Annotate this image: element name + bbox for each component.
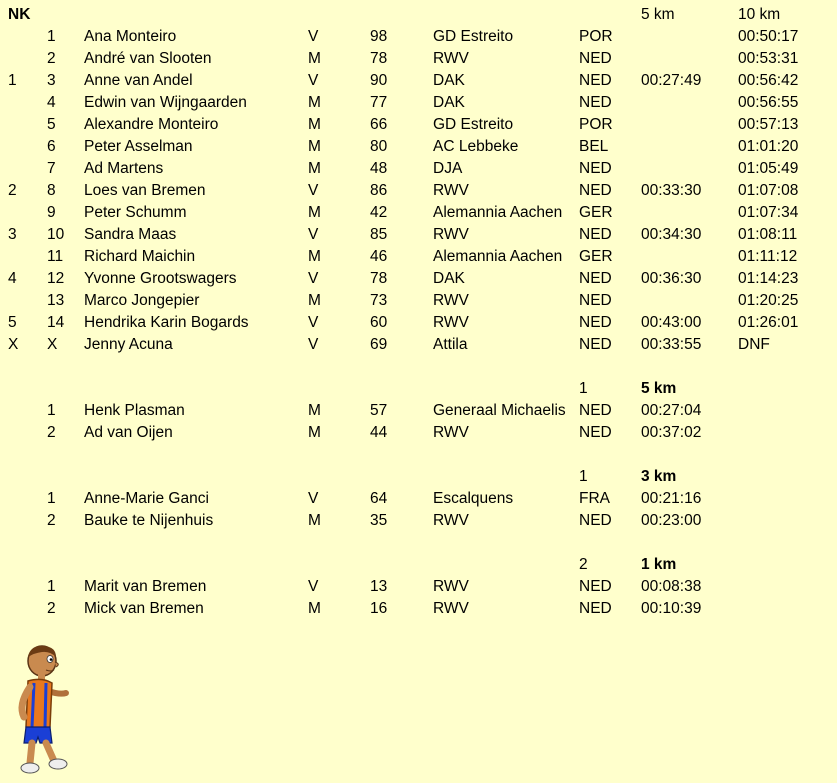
table-row — [0, 334, 837, 356]
position: 1 — [47, 28, 56, 45]
country: NED — [579, 336, 612, 353]
club: RWV — [433, 600, 469, 617]
gender: V — [308, 72, 319, 89]
nk-column-header: NK — [8, 6, 31, 23]
table-row — [0, 400, 837, 422]
split-time: 00:27:49 — [641, 72, 702, 89]
position: 10 — [47, 226, 65, 243]
club: Alemannia Aachen — [433, 204, 563, 221]
finish-time: 01:07:34 — [738, 204, 799, 221]
country: GER — [579, 248, 613, 265]
finish-time: 00:53:31 — [738, 50, 799, 67]
finish-time: 00:10:39 — [641, 600, 702, 617]
age: 90 — [370, 72, 388, 89]
age: 86 — [370, 182, 388, 199]
position: 4 — [47, 94, 56, 111]
age: 80 — [370, 138, 388, 155]
finish-time: 00:27:04 — [641, 402, 702, 419]
age: 64 — [370, 490, 388, 507]
country: NED — [579, 50, 612, 67]
finish-time: 01:05:49 — [738, 160, 799, 177]
age: 60 — [370, 314, 388, 331]
finish-time: 01:01:20 — [738, 138, 799, 155]
position: 5 — [47, 116, 56, 133]
table-row — [0, 246, 837, 268]
gender: M — [308, 138, 321, 155]
position: 1 — [47, 402, 56, 419]
table-row — [0, 576, 837, 598]
country: POR — [579, 28, 613, 45]
finish-time: 00:08:38 — [641, 578, 702, 595]
table-row — [0, 598, 837, 620]
position: 8 — [47, 182, 56, 199]
age: 78 — [370, 50, 388, 67]
club: RWV — [433, 226, 469, 243]
country: NED — [579, 226, 612, 243]
position: 3 — [47, 72, 56, 89]
table-row — [0, 290, 837, 312]
age: 77 — [370, 94, 388, 111]
table-row — [0, 268, 837, 290]
gender: M — [308, 50, 321, 67]
age: 85 — [370, 226, 388, 243]
age: 44 — [370, 424, 388, 441]
age: 42 — [370, 204, 388, 221]
gender: V — [308, 578, 319, 595]
position: 9 — [47, 204, 56, 221]
finish-time: 01:11:12 — [738, 248, 798, 265]
runner-name: André van Slooten — [84, 50, 212, 67]
position: 2 — [47, 50, 56, 67]
age: 73 — [370, 292, 388, 309]
country: NED — [579, 270, 612, 287]
gender: V — [308, 226, 319, 243]
split-time: 00:34:30 — [641, 226, 702, 243]
club: RWV — [433, 292, 469, 309]
finish-time: 01:26:01 — [738, 314, 799, 331]
finish-time: 01:14:23 — [738, 270, 799, 287]
split-time: 00:43:00 — [641, 314, 702, 331]
table-row — [0, 26, 837, 48]
runner-name: Loes van Bremen — [84, 182, 206, 199]
gender: M — [308, 94, 321, 111]
gender: V — [308, 490, 319, 507]
club: RWV — [433, 314, 469, 331]
split-5km-column-header: 5 km — [641, 6, 675, 23]
section-count: 2 — [579, 556, 588, 573]
runner-name: Sandra Maas — [84, 226, 177, 243]
runner-name: Peter Schumm — [84, 204, 187, 221]
runner-name: Henk Plasman — [84, 402, 185, 419]
position: 1 — [47, 490, 56, 507]
position: 2 — [47, 424, 56, 441]
country: NED — [579, 512, 612, 529]
club: Attila — [433, 336, 468, 353]
country: NED — [579, 292, 612, 309]
table-row — [0, 158, 837, 180]
position: 11 — [47, 248, 64, 265]
runner-name: Ad Martens — [84, 160, 164, 177]
position: X — [47, 336, 58, 353]
gender: M — [308, 204, 321, 221]
country: NED — [579, 94, 612, 111]
runner-name: Marco Jongepier — [84, 292, 200, 309]
finish-time: 00:57:13 — [738, 116, 799, 133]
gender: V — [308, 336, 319, 353]
club: GD Estreito — [433, 116, 514, 133]
section-header-1km — [0, 554, 837, 576]
section-header-5km — [0, 378, 837, 400]
club: RWV — [433, 424, 469, 441]
runner-name: Richard Maichin — [84, 248, 196, 265]
country: NED — [579, 424, 612, 441]
age: 78 — [370, 270, 388, 287]
finish-time: 00:56:55 — [738, 94, 799, 111]
position: 2 — [47, 512, 56, 529]
country: NED — [579, 314, 612, 331]
club: RWV — [433, 578, 469, 595]
nk-rank: 3 — [8, 226, 17, 243]
club: RWV — [433, 50, 469, 67]
country: NED — [579, 160, 612, 177]
club: Alemannia Aachen — [433, 248, 563, 265]
country: NED — [579, 402, 612, 419]
table-row — [0, 70, 837, 92]
gender: V — [308, 28, 319, 45]
gender: M — [308, 402, 321, 419]
table-row — [0, 92, 837, 114]
country: BEL — [579, 138, 609, 155]
nk-rank: 4 — [8, 270, 17, 287]
table-row — [0, 488, 837, 510]
finish-time: 00:21:16 — [641, 490, 702, 507]
table-row — [0, 48, 837, 70]
club: DAK — [433, 94, 465, 111]
section-title: 1 km — [641, 556, 677, 573]
position: 6 — [47, 138, 56, 155]
age: 13 — [370, 578, 388, 595]
country: NED — [579, 578, 612, 595]
position: 7 — [47, 160, 56, 177]
table-row — [0, 224, 837, 246]
running-man-icon — [8, 643, 78, 778]
runner-name: Marit van Bremen — [84, 578, 207, 595]
age: 66 — [370, 116, 388, 133]
table-row — [0, 312, 837, 334]
runner-name: Jenny Acuna — [84, 336, 173, 353]
gender: V — [308, 314, 319, 331]
table-row — [0, 422, 837, 444]
section-count: 1 — [579, 380, 588, 397]
country: GER — [579, 204, 613, 221]
finish-time: 01:07:08 — [738, 182, 799, 199]
finish-time: 00:23:00 — [641, 512, 702, 529]
section-title: 3 km — [641, 468, 677, 485]
finish-time: 01:08:11 — [738, 226, 798, 243]
gender: V — [308, 270, 319, 287]
finish-time: 01:20:25 — [738, 292, 799, 309]
table-row — [0, 510, 837, 532]
gender: M — [308, 424, 321, 441]
club: DAK — [433, 72, 465, 89]
country: POR — [579, 116, 613, 133]
gender: M — [308, 116, 321, 133]
runner-name: Peter Asselman — [84, 138, 193, 155]
gender: M — [308, 512, 321, 529]
runner-name: Hendrika Karin Bogards — [84, 314, 249, 331]
nk-rank: 5 — [8, 314, 17, 331]
age: 48 — [370, 160, 388, 177]
country: FRA — [579, 490, 610, 507]
age: 16 — [370, 600, 388, 617]
split-time: 00:36:30 — [641, 270, 702, 287]
gender: M — [308, 600, 321, 617]
table-row — [0, 202, 837, 224]
position: 12 — [47, 270, 65, 287]
position: 13 — [47, 292, 65, 309]
section-count: 1 — [579, 468, 588, 485]
gender: M — [308, 248, 321, 265]
finish-time: DNF — [738, 336, 770, 353]
country: NED — [579, 600, 612, 617]
runner-name: Ana Monteiro — [84, 28, 177, 45]
age: 69 — [370, 336, 388, 353]
gender: V — [308, 182, 319, 199]
club: DAK — [433, 270, 465, 287]
club: RWV — [433, 182, 469, 199]
nk-rank: 1 — [8, 72, 17, 89]
runner-name: Bauke te Nijenhuis — [84, 512, 214, 529]
club: RWV — [433, 512, 469, 529]
age: 98 — [370, 28, 388, 45]
runner-name: Mick van Bremen — [84, 600, 204, 617]
runner-name: Yvonne Grootswagers — [84, 270, 237, 287]
runner-name: Alexandre Monteiro — [84, 116, 219, 133]
runner-name: Ad van Oijen — [84, 424, 173, 441]
finish-time: 00:56:42 — [738, 72, 799, 89]
runner-name: Anne-Marie Ganci — [84, 490, 209, 507]
finish-time: 00:37:02 — [641, 424, 702, 441]
club: AC Lebbeke — [433, 138, 519, 155]
section-header-3km — [0, 466, 837, 488]
club: Escalquens — [433, 490, 514, 507]
section-title: 5 km — [641, 380, 677, 397]
club: DJA — [433, 160, 463, 177]
gender: M — [308, 292, 321, 309]
split-time: 00:33:55 — [641, 336, 702, 353]
club: Generaal Michaelis — [433, 402, 566, 419]
country: NED — [579, 182, 612, 199]
age: 57 — [370, 402, 388, 419]
age: 46 — [370, 248, 388, 265]
position: 14 — [47, 314, 65, 331]
runner-name: Edwin van Wijngaarden — [84, 94, 247, 111]
finish-10km-column-header: 10 km — [738, 6, 781, 23]
table-row — [0, 180, 837, 202]
position: 2 — [47, 600, 56, 617]
runner-name: Anne van Andel — [84, 72, 193, 89]
split-time: 00:33:30 — [641, 182, 702, 199]
club: GD Estreito — [433, 28, 514, 45]
results-header-row — [0, 4, 837, 26]
finish-time: 00:50:17 — [738, 28, 799, 45]
table-row — [0, 136, 837, 158]
nk-rank: X — [8, 336, 19, 353]
country: NED — [579, 72, 612, 89]
position: 1 — [47, 578, 56, 595]
nk-rank: 2 — [8, 182, 17, 199]
table-row — [0, 114, 837, 136]
age: 35 — [370, 512, 388, 529]
gender: M — [308, 160, 321, 177]
